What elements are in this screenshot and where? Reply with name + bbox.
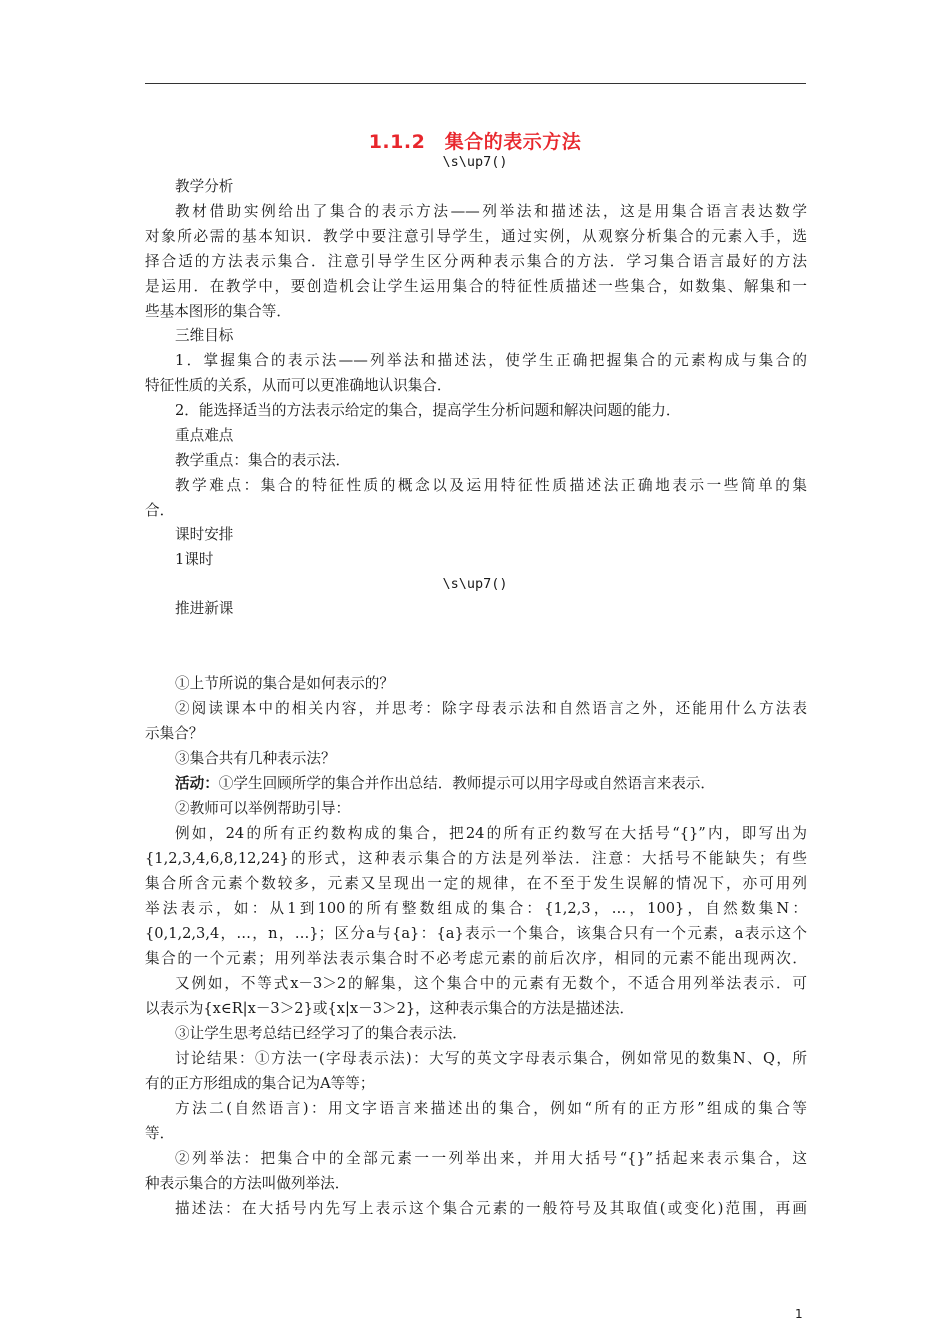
paragraph-line: 以表示为{x∈R|x－3＞2}或{x|x－3＞2}，这种表示集合的方法是描述法． xyxy=(145,1000,635,1017)
paragraph-line: 集合所含元素个数较多，元素又呈现出一定的规律，在不至于发生误解的情况下，亦可用列 xyxy=(145,875,807,892)
section-heading: 三维目标 xyxy=(175,327,234,344)
activity-text: ①学生回顾所学的集合并作出总结．教师提示可以用字母或自然语言来表示． xyxy=(218,775,715,792)
paragraph-line: 方法二(自然语言)：用文字语言来描述出的集合，例如“所有的正方形”组成的集合等 xyxy=(175,1100,807,1117)
activity-line xyxy=(175,774,807,794)
paragraph-line: {0,1,2,3,4，…，n，…}；区分a与{a}：{a}表示一个集合，该集合只有一个元素，a表示这个 xyxy=(145,925,807,942)
paragraph-line: 1课时 xyxy=(175,551,214,568)
paragraph-line: 讨论结果：①方法一(字母表示法)：大写的英文字母表示集合，例如常见的数集N、Q，所 xyxy=(175,1050,807,1067)
paragraph-line: 举法表示，如：从1到100的所有整数组成的集合：{1,2,3，…，100}，自然数集N： xyxy=(145,900,807,917)
header-rule xyxy=(145,83,806,84)
paragraph-line: 特征性质的关系，从而可以更准确地认识集合． xyxy=(145,377,452,394)
paragraph-line: {1,2,3,4,6,8,12,24}的形式，这种表示集合的方法是列举法．注意：大括号不能缺失；有些 xyxy=(145,850,807,867)
paragraph-line: 是运用．在教学中，要创造机会让学生运用集合的特征性质描述一些集合，如数集、解集和一 xyxy=(145,278,807,295)
question-line: ①上节所说的集合是如何表示的？ xyxy=(175,675,394,692)
question-line: ②阅读课本中的相关内容，并思考：除字母表示法和自然语言之外，还能用什么方法表 xyxy=(175,700,807,717)
page-title: 1.1.2 集合的表示方法 xyxy=(368,131,582,153)
paragraph-line: 合． xyxy=(145,502,175,519)
paragraph-line: 描述法：在大括号内先写上表示这个集合元素的一般符号及其取值(或变化)范围，再画 xyxy=(175,1200,807,1217)
paragraph-line: 2．能选择适当的方法表示给定的集合，提高学生分析问题和解决问题的能力． xyxy=(175,402,681,419)
paragraph-line: 例如，24的所有正约数构成的集合，把24的所有正约数写在大括号“{}”内，即写出为 xyxy=(175,825,807,842)
page-number: 1 xyxy=(795,1307,803,1321)
question-line: 示集合？ xyxy=(145,725,204,742)
paragraph-line: 又例如，不等式x－3＞2的解集，这个集合中的元素有无数个，不适合用列举法表示．可 xyxy=(175,975,807,992)
paragraph-line: 择合适的方法表示集合．注意引导学生区分两种表示集合的方法．学习集合语言最好的方法 xyxy=(145,253,807,270)
paragraph-line: 种表示集合的方法叫做列举法． xyxy=(145,1175,350,1192)
paragraph-line: 些基本图形的集合等． xyxy=(145,303,291,320)
paragraph-line: 教学难点：集合的特征性质的概念以及运用特征性质描述法正确地表示一些简单的集 xyxy=(175,477,807,494)
paragraph-line: ②教师可以举例帮助引导： xyxy=(175,800,351,817)
paragraph-line: ②列举法：把集合中的全部元素一一列举出来，并用大括号“{}”括起来表示集合，这 xyxy=(175,1150,807,1167)
section-heading: 重点难点 xyxy=(175,427,234,444)
paragraph-line: 1．掌握集合的表示法——列举法和描述法，使学生正确把握集合的元素构成与集合的 xyxy=(175,352,807,369)
paragraph-line: 集合的一个元素；用列举法表示集合时不必考虑元素的前后次序，相同的元素不能出现两次． xyxy=(145,950,807,967)
paragraph-line: 教学重点：集合的表示法． xyxy=(175,452,351,469)
section-heading: 课时安排 xyxy=(175,526,234,543)
paragraph-line: 对象所必需的基本知识．教学中要注意引导学生，通过实例，从观察分析集合的元素入手，选 xyxy=(145,228,807,245)
section-heading: 推进新课 xyxy=(175,600,234,617)
paragraph-line: 等． xyxy=(145,1125,175,1142)
section-heading: 教学分析 xyxy=(175,178,234,195)
activity-label: 活动： xyxy=(175,775,219,792)
question-line: ③集合共有几种表示法？ xyxy=(175,750,336,767)
paragraph-line: ③让学生思考总结已经学习了的集合表示法． xyxy=(175,1025,467,1042)
paragraph-line: 教材借助实例给出了集合的表示方法——列举法和描述法，这是用集合语言表达数学 xyxy=(175,203,807,220)
code-marker: \s\up7() xyxy=(442,576,508,592)
code-marker: \s\up7() xyxy=(442,154,508,170)
paragraph-line: 有的正方形组成的集合记为A等等； xyxy=(145,1075,375,1092)
